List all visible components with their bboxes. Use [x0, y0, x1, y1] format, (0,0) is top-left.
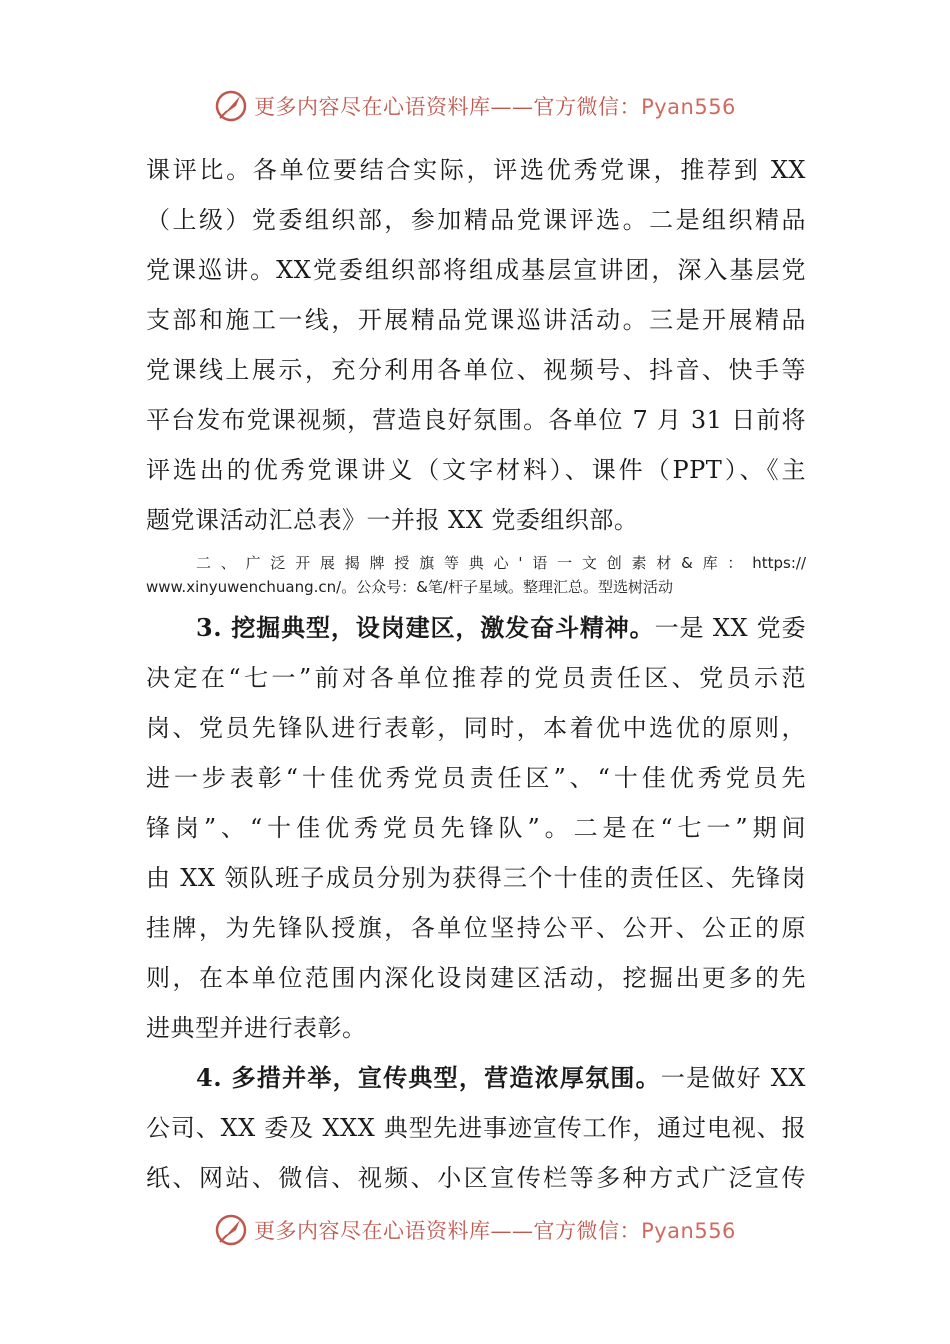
text-line — [146, 1053, 806, 1103]
text-line: 公司、XX 委及 XXX 典型先进事迹宣传工作，通过电视、报 — [146, 1114, 806, 1142]
text-line: 评选出的优秀党课讲义（文字材料）、课件（PPT）、《主 — [146, 456, 806, 484]
header-banner — [0, 86, 950, 126]
text-line: 锋岗”、“十佳优秀党员先锋队”。二是在“七一”期间 — [146, 814, 806, 842]
text-line: 党课巡讲。XX党委组织部将组成基层宣讲团，深入基层党 — [146, 256, 806, 284]
text-line: 挂牌，为先锋队授旗，各单位坚持公平、公开、公正的原 — [146, 914, 806, 942]
text-run: 一是做好 XX — [660, 1064, 806, 1092]
header-banner-wechat-id: Pyan556 — [641, 95, 736, 119]
footer-banner-wechat-id: Pyan556 — [641, 1219, 736, 1243]
section-heading — [146, 551, 806, 599]
footer-banner-label: 更多内容尽在心语资料库——官方微信： — [254, 1219, 642, 1243]
footer-banner-text — [254, 1215, 736, 1245]
text-run: 一是 XX 党委 — [654, 614, 806, 642]
header-banner-label: 更多内容尽在心语资料库——官方微信： — [254, 95, 642, 119]
text-line: 题党课活动汇总表》一并报 XX 党委组织部。 — [146, 506, 639, 534]
header-banner-text — [254, 91, 736, 121]
document-body — [146, 145, 806, 1203]
footer-banner — [0, 1210, 950, 1250]
text-line: 决定在“七一”前对各单位推荐的党员责任区、党员示范 — [146, 664, 806, 692]
text-line — [146, 603, 806, 653]
text-line: 进典型并进行表彰。 — [146, 1014, 367, 1042]
text-line: 纸、网站、微信、视频、小区宣传栏等多种方式广泛宣传 — [146, 1164, 806, 1192]
text-line: 则，在本单位范围内深化设岗建区活动，挖掘出更多的先 — [146, 964, 806, 992]
text-line: 岗、党员先锋队进行表彰，同时，本着优中选优的原则， — [146, 714, 806, 742]
section-heading-line: www.xinyuwenchuang.cn/。公众号：&笔/杆子星域。整理汇总。型选树活动 — [146, 578, 673, 596]
text-line: 由 XX 领队班子成员分别为获得三个十佳的责任区、先锋岗 — [146, 864, 806, 892]
text-line: 进一步表彰“十佳优秀党员责任区”、“十佳优秀党员先 — [146, 764, 806, 792]
paragraph-1 — [146, 145, 806, 545]
text-line: 党课线上展示，充分利用各单位、视频号、抖音、快手等 — [146, 356, 806, 384]
paragraph-2 — [146, 603, 806, 1053]
text-line: 课评比。各单位要结合实际，评选优秀党课，推荐到 XX — [146, 156, 806, 184]
text-line: 支部和施工一线，开展精品党课巡讲活动。三是开展精品 — [146, 306, 806, 334]
paragraph-heading: 4. 多措并举，宣传典型，营造浓厚氛围。 — [196, 1063, 661, 1092]
section-heading-line: 二、广泛开展揭牌授旗等典心'语一文创素材&库：https:// — [196, 554, 806, 572]
paragraph-heading: 3. 挖掘典型，设岗建区，激发奋斗精神。 — [196, 613, 655, 642]
quill-logo-icon — [214, 1213, 248, 1247]
paragraph-3 — [146, 1053, 806, 1203]
text-line: （上级）党委组织部，参加精品党课评选。二是组织精品 — [146, 206, 806, 234]
text-line: 平台发布党课视频，营造良好氛围。各单位 7 月 31 日前将 — [146, 406, 806, 434]
quill-logo-icon — [214, 89, 248, 123]
